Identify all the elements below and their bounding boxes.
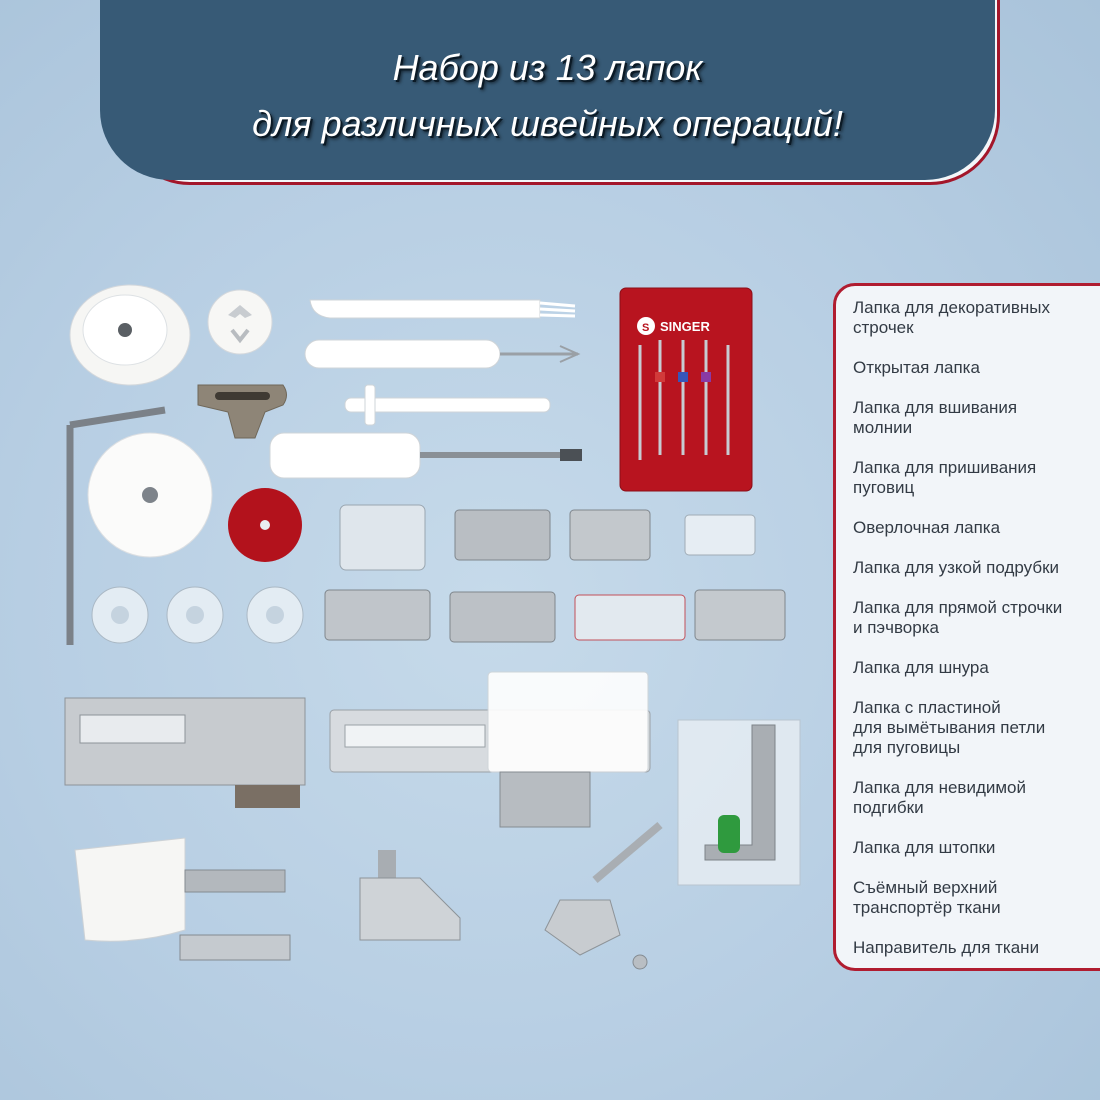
legend-item-zipper: Лапка для вшивания молнии [853,398,1018,437]
needle-brand: SINGER [660,319,710,334]
fabric-guide-plate [65,698,305,808]
feet-legend-panel [833,283,1100,971]
walking-foot [75,838,290,960]
needle-pack [620,288,752,491]
spool-cap-large [70,285,190,385]
legend-item-darning: Лапка для штопки [853,838,996,857]
buttonhole-foot [330,672,650,827]
feet-legend-list [836,286,1100,958]
title-line-1: Набор из 13 лапок [392,47,703,88]
felt-disc [88,433,212,557]
legend-item-decorative: Лапка для декоративных строчек [853,298,1050,337]
red-felt-disc [228,488,302,562]
legend-item-button-sewing: Лапка для пришивания пуговиц [853,458,1037,497]
seam-ripper [305,340,578,368]
legend-item-straight-patchwork: Лапка для прямой строчки и пэчворка [853,598,1063,637]
legend-item-narrow-hem: Лапка для узкой подрубки [853,558,1060,577]
svg-text:S: S [642,322,650,334]
presser-feet-row-2 [325,590,785,642]
legend-item-buttonhole: Лапка с пластиной для вымётывания петли для пуговицы [853,698,1046,757]
spool-pin [345,385,550,425]
needle-plate-piece [198,385,287,438]
screwdriver [270,433,582,478]
presser-feet-row-1 [340,505,755,570]
lint-brush [310,300,575,318]
legend-item-walking-foot: Съёмный верхний транспортёр ткани [853,878,1001,917]
legend-item-cording: Лапка для шнура [853,658,989,677]
darning-foot [545,825,660,969]
blind-hem-foot [360,850,460,940]
spool-cap-small [208,290,272,354]
title-line-2: для различных швейных операций! [252,103,843,144]
plastic-bag [678,720,800,885]
legend-item-blind-hem: Лапка для невидимой подгибки [853,778,1026,817]
legend-item-open-toe: Открытая лапка [853,358,980,377]
legend-item-fabric-guide: Направитель для ткани [853,938,1040,957]
legend-item-overlock: Оверлочная лапка [853,518,1001,537]
bobbins [92,587,303,643]
